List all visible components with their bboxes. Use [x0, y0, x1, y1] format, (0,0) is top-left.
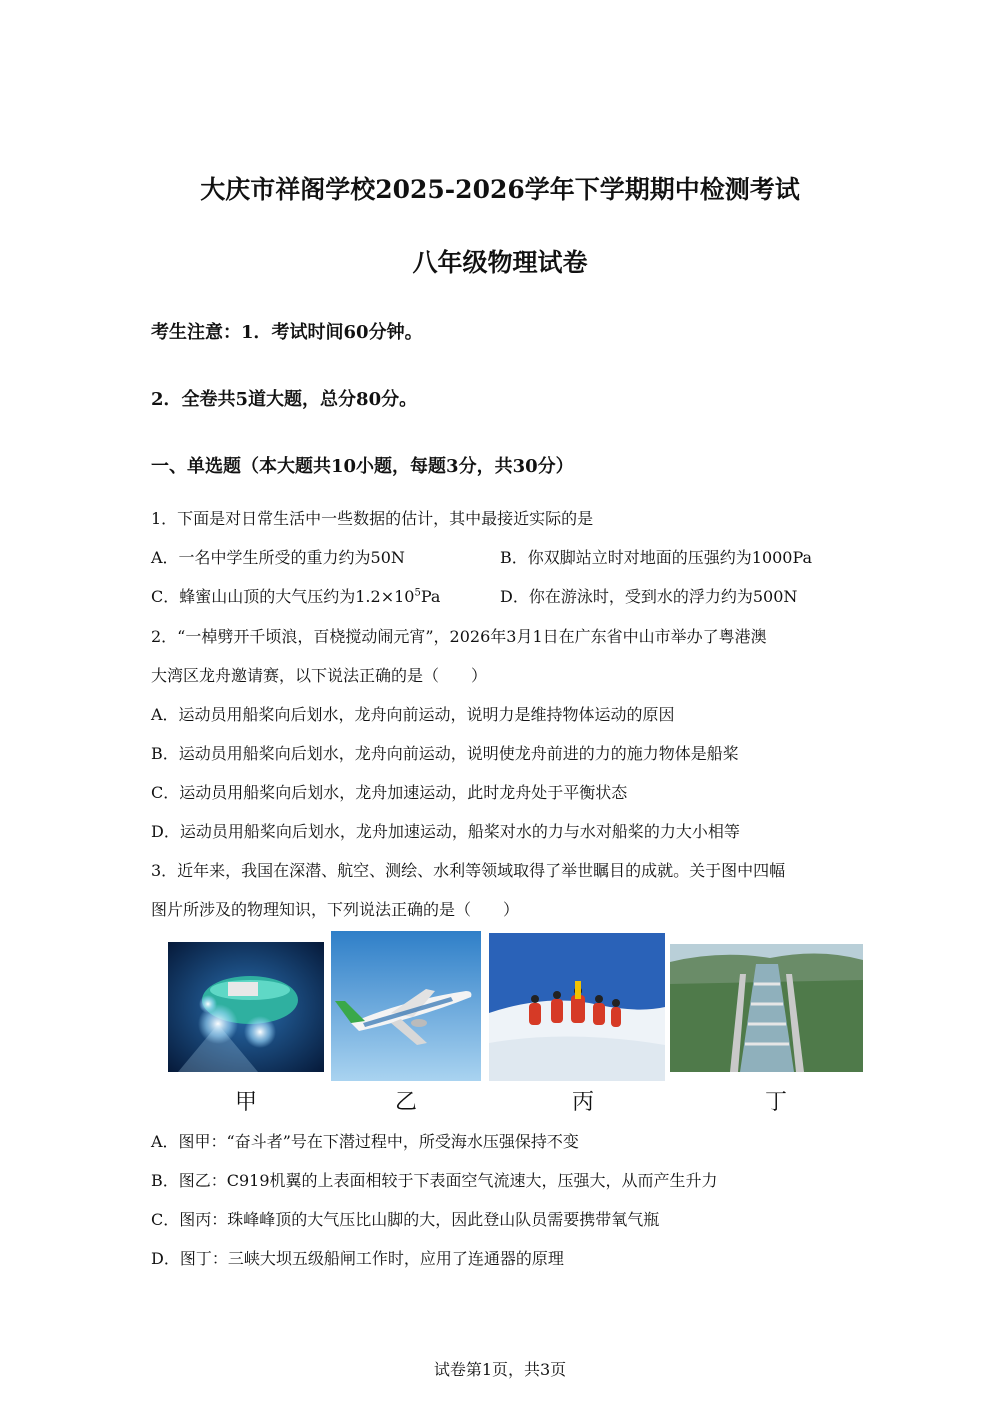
- q3-option-c: C．图丙：珠峰峰顶的大气压比山脚的大，因此登山队员需要携带氧气瓶: [151, 1210, 660, 1229]
- mountaineers-photo: [489, 933, 665, 1081]
- q3-stem-line-1: 3．近年来，我国在深潜、航空、测绘、水利等领域取得了举世瞩目的成就。关于图中四幅: [151, 861, 786, 880]
- caption-bing: 丙: [571, 1090, 594, 1115]
- q2-option-b: B．运动员用船桨向后划水，龙舟向前运动，说明使龙舟前进的力的施力物体是船桨: [151, 744, 739, 763]
- q3-option-b: B．图乙：C919机翼的上表面相较于下表面空气流速大，压强大，从而产生升力: [151, 1171, 718, 1190]
- c919-airplane-photo: [331, 931, 481, 1081]
- q3-option-d: D．图丁：三峡大坝五级船闸工作时，应用了连通器的原理: [151, 1249, 564, 1268]
- ship-lock-photo: [670, 944, 863, 1072]
- q2-option-a: A．运动员用船桨向后划水，龙舟向前运动，说明力是维持物体运动的原因: [151, 705, 675, 724]
- q1-option-a: A．一名中学生所受的重力约为50N: [151, 548, 405, 567]
- q2-stem-line-1: 2．“一棹劈开千顷浪，百桡搅动闹元宵”，2026年3月1日在广东省中山市举办了粤港澳: [151, 627, 767, 646]
- q1-option-d: D．你在游泳时，受到水的浮力约为500N: [500, 587, 798, 606]
- submersible-photo: [168, 942, 324, 1072]
- q2-option-d: D．运动员用船桨向后划水，龙舟加速运动，船桨对水的力与水对船桨的力大小相等: [151, 822, 740, 841]
- q1-option-c: C．蜂蜜山山顶的大气压约为$1.2\times 10^5Pa$: [151, 587, 441, 606]
- page-footer: 试卷第1页，共3页: [433, 1360, 567, 1379]
- caption-ding: 丁: [764, 1090, 787, 1115]
- notice-line-2: 2．全卷共5道大题，总分80分。: [151, 389, 418, 410]
- q2-stem-line-2: 大湾区龙舟邀请赛，以下说法正确的是（ ）: [151, 666, 488, 685]
- q1-option-b: B．你双脚站立时对地面的压强约为1000Pa: [500, 548, 813, 567]
- exam-subtitle: 八年级物理试卷: [412, 248, 588, 277]
- exam-title: 大庆市祥阁学校2025-2026学年下学期期中检测考试: [200, 175, 800, 204]
- q3-stem-line-2: 图片所涉及的物理知识，下列说法正确的是（ ）: [151, 900, 520, 919]
- caption-jia: 甲: [234, 1090, 257, 1115]
- notice-line-1: 考生注意：1．考试时间60分钟。: [151, 322, 423, 343]
- caption-yi: 乙: [394, 1090, 417, 1115]
- q2-option-c: C．运动员用船桨向后划水，龙舟加速运动，此时龙舟处于平衡状态: [151, 783, 628, 802]
- section-heading: 一、单选题（本大题共10小题，每题3分，共30分）: [151, 456, 574, 477]
- q3-option-a: A．图甲：“奋斗者”号在下潜过程中，所受海水压强保持不变: [151, 1132, 579, 1151]
- q1-stem: 1．下面是对日常生活中一些数据的估计，其中最接近实际的是: [151, 509, 594, 528]
